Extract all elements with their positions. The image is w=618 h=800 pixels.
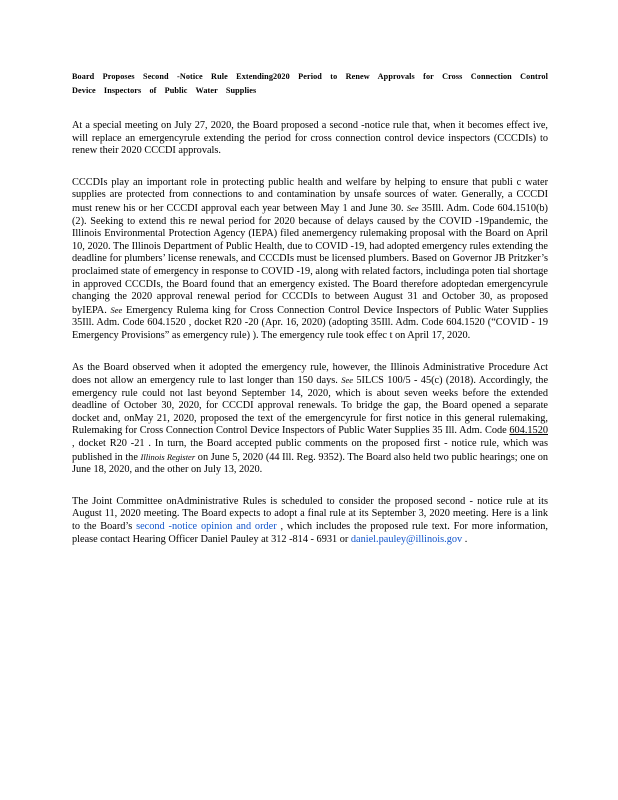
see-citation-3: See [341, 375, 353, 386]
paragraph-procedure-d: on June 5, 2020 (44 Ill. Reg. 9352). The Board also held two public hearings; one on June 18, 2020, and the other on July 13, 2020. [72, 451, 549, 476]
email-link[interactable]: daniel.pauley@illinois.gov [350, 533, 463, 545]
document-page [72, 70, 548, 565]
document-title: Board Proposes Second -Notice Rule Extending2020 Period to Renew Approvals for Cross Connection Control Device Inspectors of Public Water Supplies [72, 72, 548, 95]
opinion-order-link[interactable]: second -notice opinion and order [136, 521, 277, 533]
paragraph-next-steps-a: The Joint Committee onAdministrative Rules is scheduled to consider the proposed second - notice rule at its August 11, 2020 meeting. The Board expects to adopt a final rule at its September 3, 2020 meeting. Here is a link to the Board’s [72, 495, 548, 533]
paragraph-next-steps-b: , which includes the proposed rule text. For more information, please contact Hearing Officer Daniel Pauley at 312 -814 - 6931 or [72, 521, 548, 545]
paragraph-procedure [72, 362, 548, 477]
paragraph-procedure-a: As the Board observed when it adopted the emergency rule, however, the Illinois Administrative Procedure Act does not allow an emergency rule to last longer than 150 days. [72, 361, 548, 387]
paragraph-next-steps [72, 496, 548, 546]
see-citation-1: See [406, 202, 419, 213]
paragraph-background [72, 177, 548, 343]
paragraph-procedure-b: 5ILCS 100/5 - 45(c) (2018). Accordingly, the emergency rule could not last beyond September 14, 2020, which is about seven weeks before the extended deadline of October 30, 2020, for CCCDI approval renewals. To bridge the gap, the Board opened a separate docket and, onMay 21, 2020, proposed the text of the emergencyrule for first notice in this general rulemaking, Rulemaking for Cross Connection Control Device Inspectors of Public Water Supplies 35 Ill. Adm. Code [72, 375, 549, 437]
paragraph-background-a: CCCDIs play an important role in protecting public health and welfare by helping to ensure that publi c water supplies are protected from connections to and contamination by unsafe sources of water. Generally, a CCCDI must renew his or her CCCDI approval each year between May 1 and June 30. [72, 176, 548, 214]
code-section-link[interactable]: 604.1520 [509, 425, 548, 437]
paragraph-background-c: Emergency Rulema king for Cross Connection Control Device Inspectors of Public Water Supplies 35Ill. Adm. Code 604.1520 , docket R20 -20 (Apr. 16, 2020) (adopting 35Ill. Adm. Code 604.1520 (“COVID - 19 Emergency Provisions” as emergency rule) ). The emergency rule took effec t on April 17, 2020. [72, 304, 548, 341]
paragraph-intro-text: At a special meeting on July 27, 2020, the Board proposed a second -notice rule that, when it becomes effect ive, will replace an emergencyrule extending the period for cross connection control device inspectors (CCCDIs) to renew their 2020 CCCDI approvals. [72, 120, 548, 157]
see-citation-2: See [110, 304, 123, 315]
paragraph-procedure-c: , docket R20 -21 . In turn, the Board accepted public comments on the proposed first - notice rule, which was published in the [72, 438, 548, 463]
illinois-register-title: Illinois Register [140, 451, 196, 462]
paragraph-intro [72, 120, 548, 158]
paragraph-next-steps-c: . [464, 533, 468, 545]
paragraph-background-b: 35Ill. Adm. Code 604.1510(b)(2). Seeking to extend this re newal period for 2020 because of delays caused by the COVID -19pandemic, the Illinois Environmental Protection Agency (IEPA) filed anemergency rulemaking proposal with the Board on April 10, 2020. The Illinois Department of Public Health, due to COVID -19, had adopted emergency rules extending the deadline for plumbers’ license renewals, and CCCDIs must be licensed plumbers. Based on Governor JB Pritzker’s proclaimed state of emergency in response to COVID -19, along with related factors, includinga poten tial shortage in approved CCCDIs, the Board found that an emergency existed. The Board therefore adoptedan emergencyrule changing the 2020 approval renewal period for CCCDIs to between August 31 and October 30, as proposed byIEPA. [72, 202, 548, 316]
